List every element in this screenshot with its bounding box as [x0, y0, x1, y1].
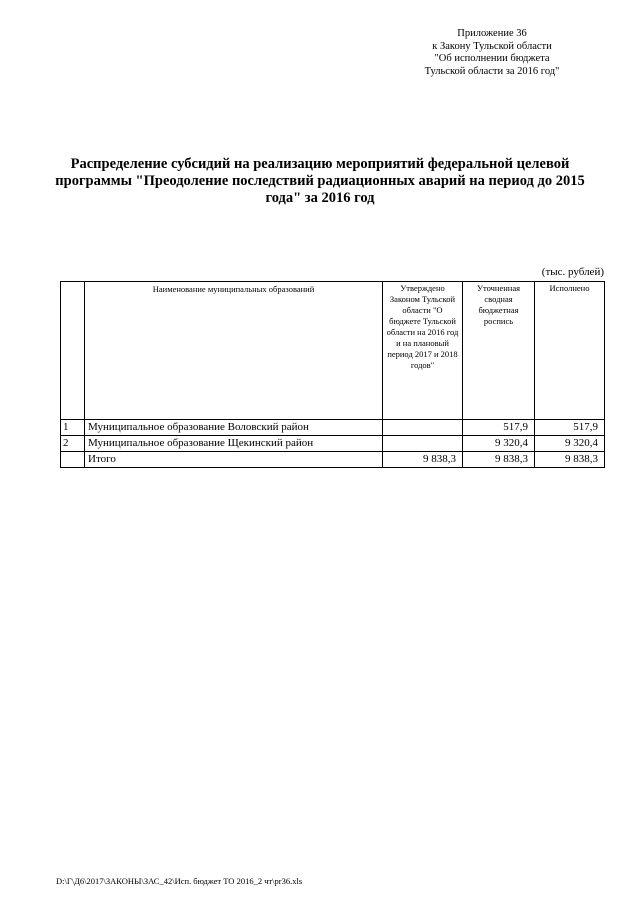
table-row: [61, 420, 605, 436]
title-line: года" за 2016 год: [265, 190, 375, 206]
row-executed: 9 320,4: [535, 436, 605, 452]
row-number: 1: [61, 420, 85, 436]
row-name: Муниципальное образование Воловский район: [85, 420, 383, 436]
appendix-line: Приложение 36: [457, 28, 527, 39]
row-approved: [383, 420, 463, 436]
header-name: Наименование муниципальных образований: [85, 282, 383, 420]
total-number: [61, 452, 85, 468]
header-approved: Утверждено Законом Тульской области "О бюджете Тульской области на 2016 год и на плановый период 2017 и 2018 годов": [383, 282, 463, 420]
file-path-footer: D:\Г\Д6\2017\ЗАКОНЫ\ЗАС_42\Исп. бюджет ТО 2016_2 чт\pr36.xls: [56, 876, 303, 886]
document-title: [40, 156, 600, 207]
table-header-row: [61, 282, 605, 420]
appendix-line: к Закону Тульской области: [432, 40, 552, 52]
appendix-line: Тульской области за 2016 год": [424, 65, 560, 77]
row-number: 2: [61, 436, 85, 452]
units-label: (тыс. рублей): [541, 266, 604, 278]
appendix-line: "Об исполнении бюджета: [434, 53, 550, 64]
appendix-block: [372, 28, 612, 78]
row-approved: [383, 436, 463, 452]
row-refined: 9 320,4: [463, 436, 535, 452]
header-executed: Исполнено: [535, 282, 605, 420]
row-refined: 517,9: [463, 420, 535, 436]
header-number: [61, 282, 85, 420]
title-line: Распределение субсидий на реализацию мероприятий федеральной целевой: [70, 156, 570, 172]
title-line: программы "Преодоление последствий радиационных аварий на период до 2015: [55, 173, 585, 189]
header-refined: Уточненная сводная бюджетная роспись: [463, 282, 535, 420]
row-executed: 517,9: [535, 420, 605, 436]
total-executed: 9 838,3: [535, 452, 605, 468]
total-approved: 9 838,3: [383, 452, 463, 468]
table-total-row: [61, 452, 605, 468]
table-row: [61, 436, 605, 452]
total-label: Итого: [85, 452, 383, 468]
row-name: Муниципальное образование Щекинский район: [85, 436, 383, 452]
subsidy-table: [60, 281, 605, 468]
total-refined: 9 838,3: [463, 452, 535, 468]
